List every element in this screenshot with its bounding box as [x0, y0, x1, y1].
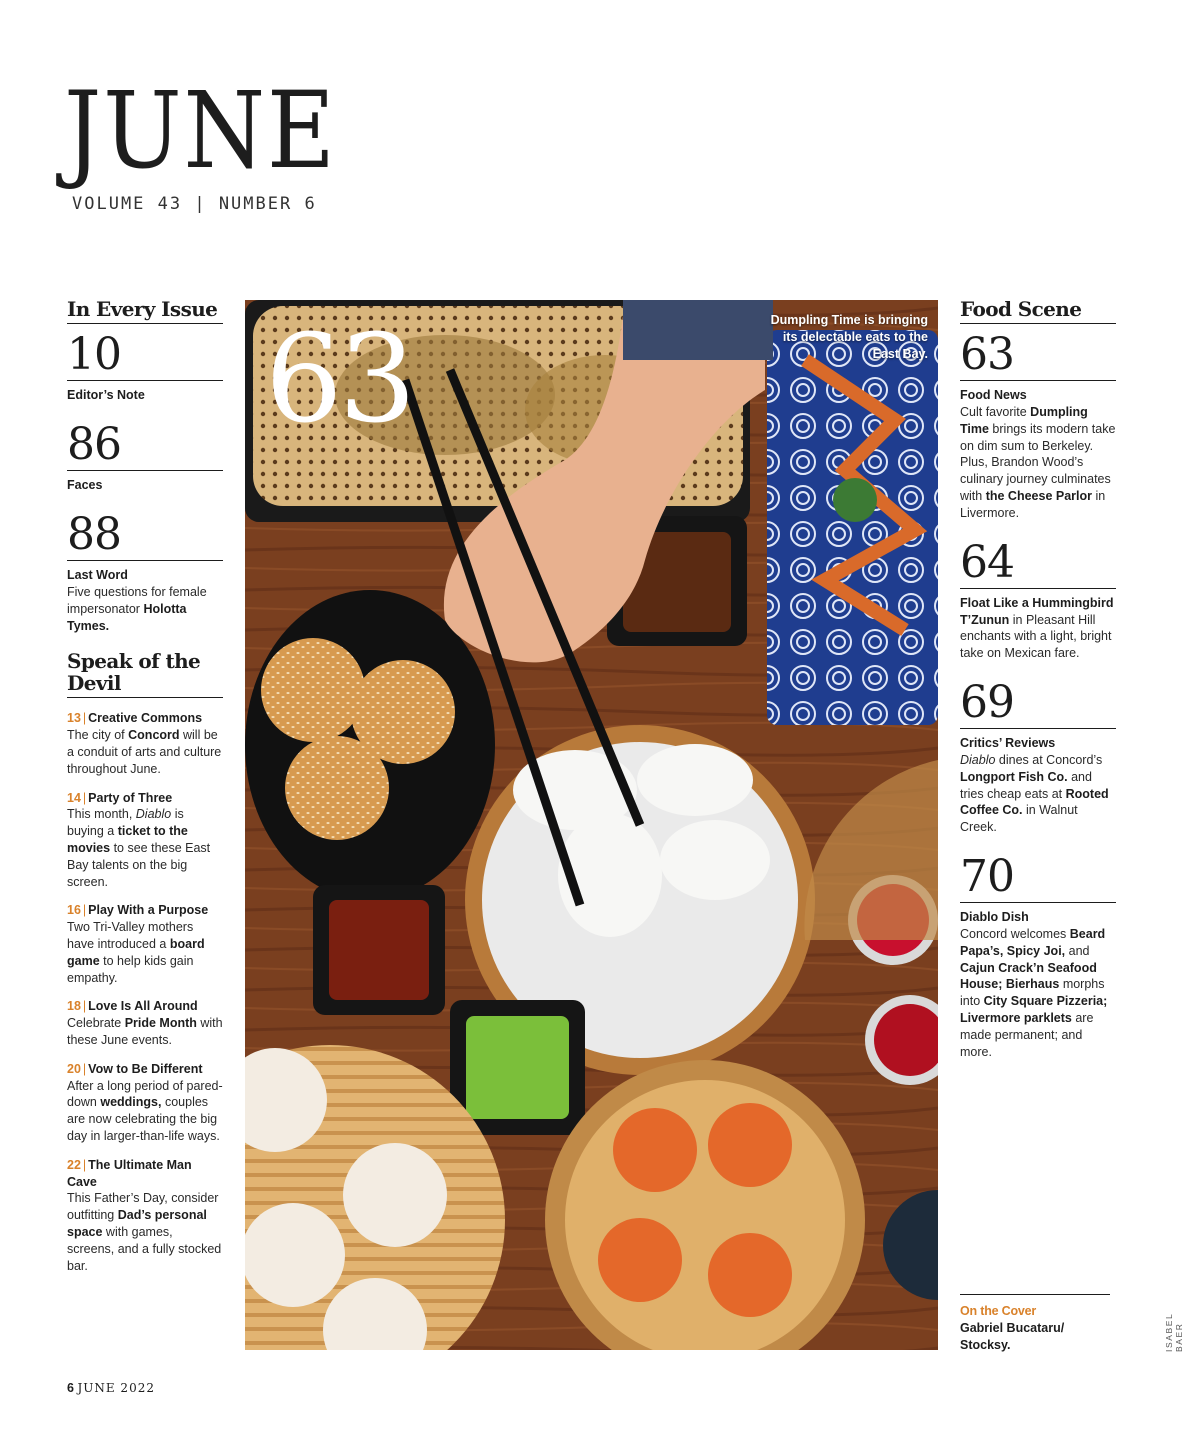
toc-entry — [67, 414, 223, 494]
entry-title: Critics’ Reviews — [960, 735, 1056, 750]
entry-description — [960, 404, 1116, 522]
page-folio — [67, 1381, 155, 1395]
desc-run: Two Tri-Valley mothers have introduced a — [67, 920, 194, 951]
desc-run: in Walnut Creek. — [960, 803, 1078, 835]
desc-run: Diablo — [960, 752, 996, 767]
page-number: 64 — [960, 532, 1116, 589]
desc-run: Rooted Coffee Co. — [960, 786, 1109, 818]
toc-entry — [67, 504, 223, 634]
food-scene-list — [960, 324, 1116, 1060]
divider-bar: | — [82, 711, 87, 726]
dim-sum-photo — [245, 300, 938, 1350]
desc-run: the Cheese Parlor — [985, 488, 1092, 503]
speak-entry — [67, 790, 223, 891]
desc-run: morphs into — [960, 977, 1105, 1009]
entry-description — [960, 926, 1116, 1060]
folio-issue-date: JUNE 2022 — [77, 1381, 155, 1395]
entry-title: Vow to Be Different — [88, 1061, 203, 1076]
speak-entry — [67, 710, 223, 777]
toc-entry — [67, 324, 223, 404]
entry-title: Editor’s Note — [67, 388, 145, 402]
desc-run: will be a conduit of arts and culture throughout June. — [67, 728, 222, 776]
desc-run: Dad’s personal space — [67, 1208, 207, 1239]
desc-run: ticket to the movies — [67, 824, 188, 855]
desc-run: Concord welcomes — [960, 926, 1070, 941]
desc-run: Holotta Tymes. — [67, 601, 187, 633]
desc-run: After a long period of pared-down — [67, 1078, 223, 1110]
entry-title: Creative Commons — [88, 711, 203, 726]
cover-credit — [960, 1294, 1110, 1354]
desc-run: with games, screens, and a fully stocked bar. — [67, 1224, 222, 1273]
desc-run: This Father’s Day, consider outfitting — [67, 1191, 219, 1223]
entry-page-number: 22 — [67, 1157, 81, 1172]
divider-bar: | — [82, 790, 87, 805]
desc-run: The city of — [67, 728, 129, 743]
entry-title: Love Is All Around — [88, 999, 198, 1014]
speak-of-the-devil-list — [67, 710, 223, 1274]
entry-title: Food News — [960, 388, 1027, 402]
desc-run: Dumpling Time — [960, 405, 1088, 436]
entry-title: Float Like a Hummingbird — [960, 595, 1114, 610]
desc-run: are made permanent; and more. — [960, 1010, 1094, 1059]
toc-entry — [960, 672, 1116, 836]
desc-run: and tries cheap eats at — [960, 769, 1092, 801]
dim-sum-illustration — [245, 300, 938, 1350]
divider-bar: | — [82, 1157, 87, 1172]
food-scene-heading: Food Scene — [960, 298, 1116, 324]
desc-run: is buying a — [67, 807, 184, 839]
desc-run: Five questions for female impersonator — [67, 585, 207, 616]
entry-title: Faces — [67, 478, 103, 492]
entry-page-number: 20 — [67, 1061, 81, 1076]
desc-run: to help kids gain empathy. — [67, 953, 194, 985]
page-number: 69 — [960, 672, 1116, 729]
desc-run: Cult favorite — [960, 405, 1031, 419]
toc-entry — [960, 324, 1116, 522]
divider-bar: | — [82, 1061, 87, 1076]
entry-description — [67, 584, 223, 634]
cover-photographer: Gabriel Bucataru/ Stocksy. — [960, 1321, 1065, 1352]
entry-title: Last Word — [67, 568, 128, 582]
desc-run: in Livermore. — [960, 488, 1106, 520]
speak-of-the-devil-heading: Speak of the Devil — [67, 650, 223, 698]
on-the-cover-heading: On the Cover — [960, 1304, 1037, 1318]
desc-run: Cajun Crack’n Seafood House; Bierhaus — [960, 960, 1097, 992]
issue-month: JUNE — [64, 69, 337, 192]
desc-run: Concord — [128, 728, 180, 743]
volume-number: VOLUME 43 | NUMBER 6 — [72, 194, 317, 214]
entry-page-number: 13 — [67, 711, 81, 726]
page-number: 88 — [67, 504, 223, 561]
entry-page-number: 14 — [67, 790, 81, 805]
speak-entry — [67, 1061, 223, 1145]
entry-description — [960, 612, 1116, 662]
toc-entry — [960, 532, 1116, 662]
desc-run: in Pleasant Hill enchants with a light, bright take on Mexican fare. — [960, 612, 1112, 661]
desc-run: and — [1065, 943, 1090, 958]
photo-credit: ISABEL BAER — [1164, 1312, 1184, 1352]
entry-page-number: 16 — [67, 903, 81, 918]
desc-run: This month, — [67, 807, 136, 822]
photo-page-number: 63 — [265, 308, 413, 450]
page-number: 86 — [67, 414, 223, 471]
desc-run: with these June events. — [67, 1016, 223, 1047]
right-column — [960, 298, 1116, 1070]
photo-caption: Dumpling Time is bringing its delectable eats to the East Bay. — [770, 313, 928, 361]
entry-title: Party of Three — [88, 790, 173, 805]
desc-run: City Square Pizzeria; Livermore parklets — [960, 994, 1108, 1025]
desc-run: board game — [67, 936, 205, 968]
left-column — [67, 298, 223, 1274]
page-number: 10 — [67, 324, 223, 381]
desc-run: brings its modern take on dim sum to Berkeley. Plus, Brandon Wood’s culinary journey culminates with — [960, 421, 1116, 503]
desc-run: to see these East Bay talents on the big screen. — [67, 840, 211, 889]
page-number: 63 — [960, 324, 1116, 381]
desc-run: Longport Fish Co. — [960, 769, 1068, 784]
divider-bar: | — [82, 999, 87, 1014]
desc-run: couples are now celebrating the big day in larger-than-life ways. — [67, 1095, 220, 1143]
desc-run: dines at Concord’s — [995, 752, 1103, 767]
in-every-issue-list — [67, 324, 223, 634]
toc-entry — [960, 846, 1116, 1060]
entry-page-number: 18 — [67, 999, 81, 1014]
desc-run: T’Zunun — [960, 612, 1010, 627]
speak-entry — [67, 902, 223, 986]
desc-run: Diablo — [135, 807, 172, 822]
in-every-issue-heading: In Every Issue — [67, 298, 223, 324]
page-number: 70 — [960, 846, 1116, 903]
entry-title: The Ultimate Man Cave — [67, 1157, 192, 1189]
desc-run: weddings, — [100, 1095, 162, 1110]
speak-entry — [67, 998, 223, 1048]
desc-run: Pride Month — [124, 1016, 197, 1031]
entry-title: Diablo Dish — [960, 909, 1029, 924]
entry-description — [960, 752, 1116, 836]
folio-page-number: 6 — [67, 1381, 74, 1395]
desc-run: Celebrate — [67, 1016, 125, 1031]
divider-bar: | — [82, 903, 87, 918]
speak-entry — [67, 1157, 223, 1275]
desc-run: Beard Papa’s, Spicy Joi, — [960, 926, 1106, 958]
entry-title: Play With a Purpose — [88, 903, 209, 918]
